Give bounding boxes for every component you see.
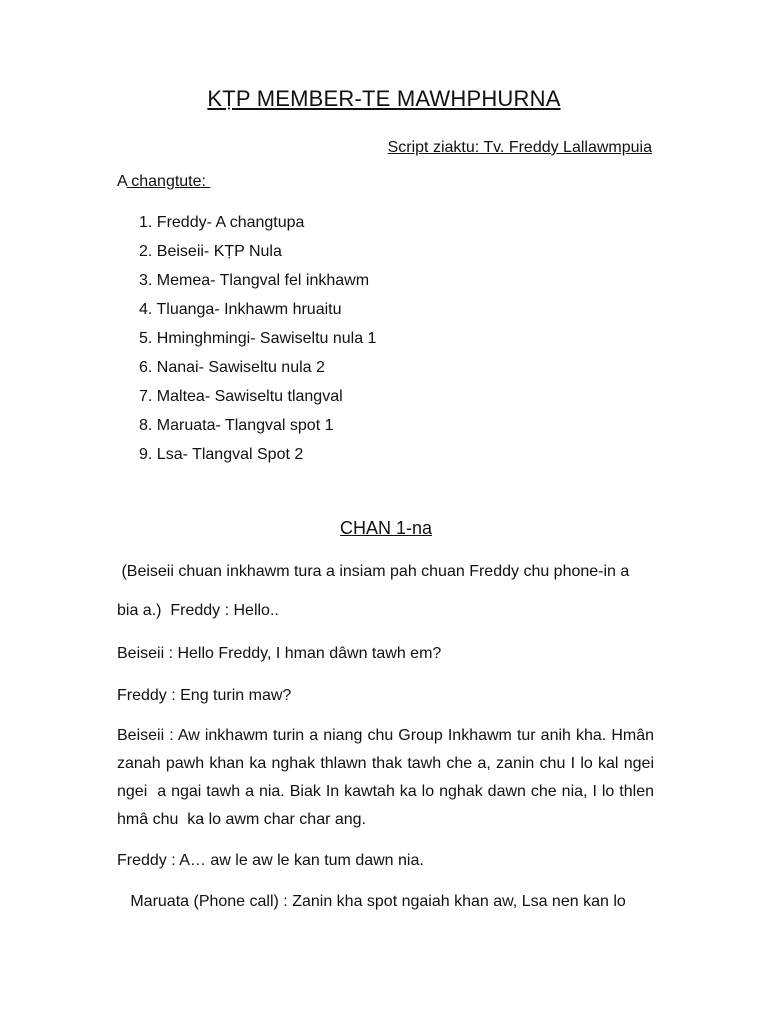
cast-heading bbox=[117, 173, 210, 191]
dialogue-paragraph: Maruata (Phone call) : Zanin kha spot ngaiah khan aw, Lsa nen kan lo bbox=[117, 893, 626, 910]
cast-list-item: 6. Nanai- Sawiseltu nula 2 bbox=[139, 359, 325, 376]
cast-heading-label: changtute: bbox=[126, 173, 211, 190]
cast-list-item: 5. Hminghmingi- Sawiseltu nula 1 bbox=[139, 330, 377, 347]
dialogue-paragraph: Freddy : A… aw le aw le kan tum dawn nia. bbox=[117, 852, 424, 869]
script-writer-credit: Script ziaktu: Tv. Freddy Lallawmpuia bbox=[387, 139, 652, 156]
scene-heading: CHAN 1-na bbox=[339, 518, 433, 538]
dialogue-paragraph: Beiseii : Aw inkhawm turin a niang chu Group Inkhawm tur anih kha. Hmân zanah pawh khan ka nghak thlawn thak tawh che a, zanin chu I lo kal ngei ngei a ngai tawh a nia. Biak In kawtah ka lo nghak dawn che nia, I lo thlen hmâ chu ka lo awm char char ang. bbox=[117, 727, 663, 828]
dialogue-paragraph: Beiseii : Hello Freddy, I hman dâwn tawh em? bbox=[117, 645, 442, 662]
cast-list-item: 9. Lsa- Tlangval Spot 2 bbox=[139, 446, 304, 463]
dialogue-paragraph: bia a.) Freddy : Hello.. bbox=[117, 602, 279, 619]
cast-list-item: 8. Maruata- Tlangval spot 1 bbox=[139, 417, 334, 434]
cast-list-item: 2. Beiseii- KṬP Nula bbox=[139, 243, 282, 260]
cast-list-item: 1. Freddy- A changtupa bbox=[139, 214, 305, 231]
cast-list-item: 7. Maltea- Sawiseltu tlangval bbox=[139, 388, 343, 405]
stage-direction-paragraph: (Beiseii chuan inkhawm tura a insiam pah chuan Freddy chu phone-in a bbox=[117, 563, 630, 580]
cast-heading-prefix: A bbox=[117, 173, 127, 190]
cast-list bbox=[139, 212, 376, 473]
cast-list-item: 4. Tluanga- Inkhawm hruaitu bbox=[139, 301, 342, 318]
cast-list-item: 3. Memea- Tlangval fel inkhawm bbox=[139, 272, 370, 289]
document-title: KṬP MEMBER-TE MAWHPHURNA bbox=[207, 86, 561, 111]
dialogue-paragraph: Freddy : Eng turin maw? bbox=[117, 687, 292, 704]
